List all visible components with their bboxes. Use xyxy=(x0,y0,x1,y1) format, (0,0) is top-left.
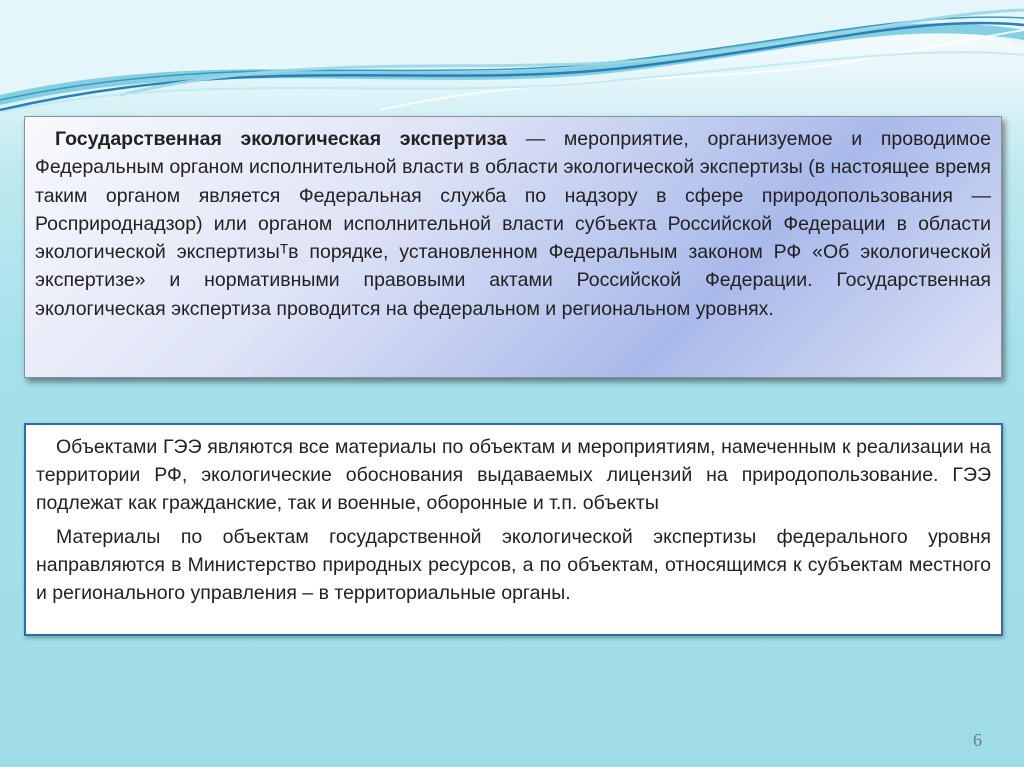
materials-paragraph: Материалы по объектам государственной экологической экспертизы федерального уровня направляются в Министерство природных ресурсов, а по объектам, относящимся к субъектам местного и регионального управления – в территориальные органы. xyxy=(36,526,991,604)
page-number: 6 xyxy=(973,730,982,750)
definition-box xyxy=(24,116,1002,378)
definition-paragraph xyxy=(35,125,991,323)
header-waves-decoration xyxy=(0,0,1024,115)
objects-paragraph: Объектами ГЭЭ являются все материалы по объектам и мероприятиям, намеченным к реализации на территории РФ, экологические обоснования выдаваемых лицензий на природопользование. ГЭЭ подлежат как гражданские, так и военные, оборонные и т.п. объекты xyxy=(36,436,991,514)
definition-term: Государственная экологическая экспертиза xyxy=(55,128,508,150)
definition-text: — мероприятие, организуемое и проводимое Федеральным органом исполнительной власти в области экологической экспертизы (в настоящее время таким органом является Федеральная служба по надзору в сфере природопользования — Росприроднадзор) или органом исполнительной власти субъекта Российской Федерации в области экологической экспертизыᵀв порядке, установленном Федеральным законом РФ «Об экологической экспертизе» и нормативными правовыми актами Российской Федерации. Государственная экологическая экспертиза проводится на федеральном и региональном уровнях. xyxy=(35,128,991,320)
objects-box xyxy=(24,423,1003,636)
